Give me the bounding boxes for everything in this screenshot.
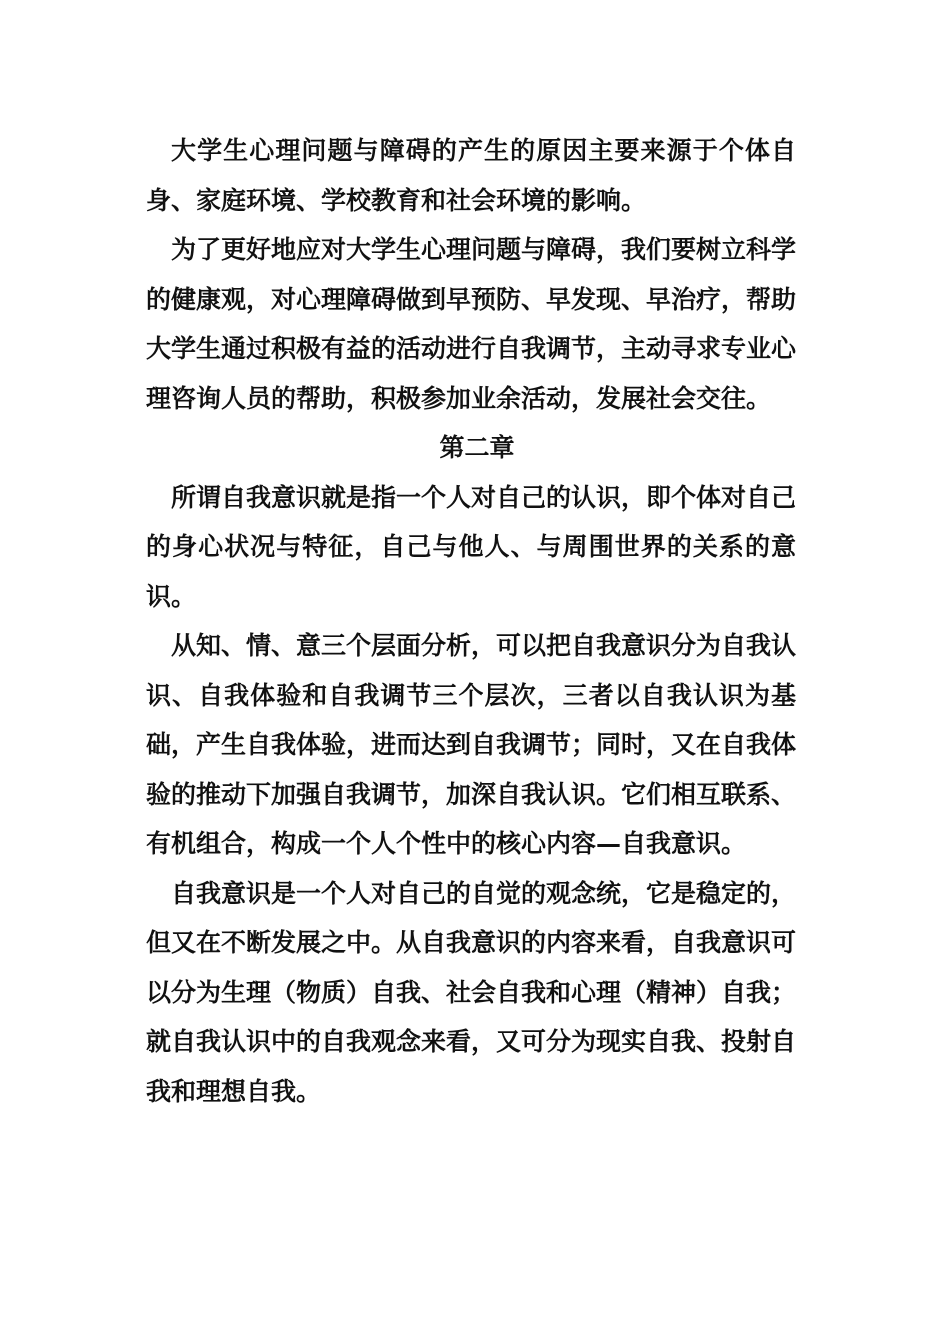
paragraph-self-awareness-levels: 从知、情、意三个层面分析，可以把自我意识分为自我认识、自我体验和自我调节三个层次，三者以自我认识为基础，产生自我体验，进而达到自我调节；同时，又在自我体验的推动下加强自我调节，加深自我认识。它们相互联系、有机组合，构成一个人个性中的核心内容—自我意识。 xyxy=(146,631,797,858)
paragraph-self-awareness-content: 自我意识是一个人对自己的自觉的观念统，它是稳定的，但又在不断发展之中。从自我意识的内容来看，自我意识可以分为生理（物质）自我、社会自我和心理（精神）自我；就自我认识中的自我观念来看，又可分为现实自我、投射自我和理想自我。 xyxy=(146,878,797,1106)
document-body xyxy=(146,126,796,1116)
paragraph-coping-strategies: 为了更好地应对大学生心理问题与障碍，我们要树立科学的健康观，对心理障碍做到早预防、早发现、早治疗，帮助大学生通过积极有益的活动进行自我调节，主动寻求专业心理咨询人员的帮助，积极参加业余活动，发展社会交往。 xyxy=(146,235,797,413)
paragraph-self-awareness-definition: 所谓自我意识就是指一个人对自己的认识，即个体对自己的身心状况与特征，自己与他人、与周围世界的关系的意识。 xyxy=(146,482,797,611)
paragraph-psych-causes: 大学生心理问题与障碍的产生的原因主要来源于个体自身、家庭环境、学校教育和社会环境的影响。 xyxy=(146,136,796,215)
chapter-heading: 第二章 xyxy=(439,433,515,462)
